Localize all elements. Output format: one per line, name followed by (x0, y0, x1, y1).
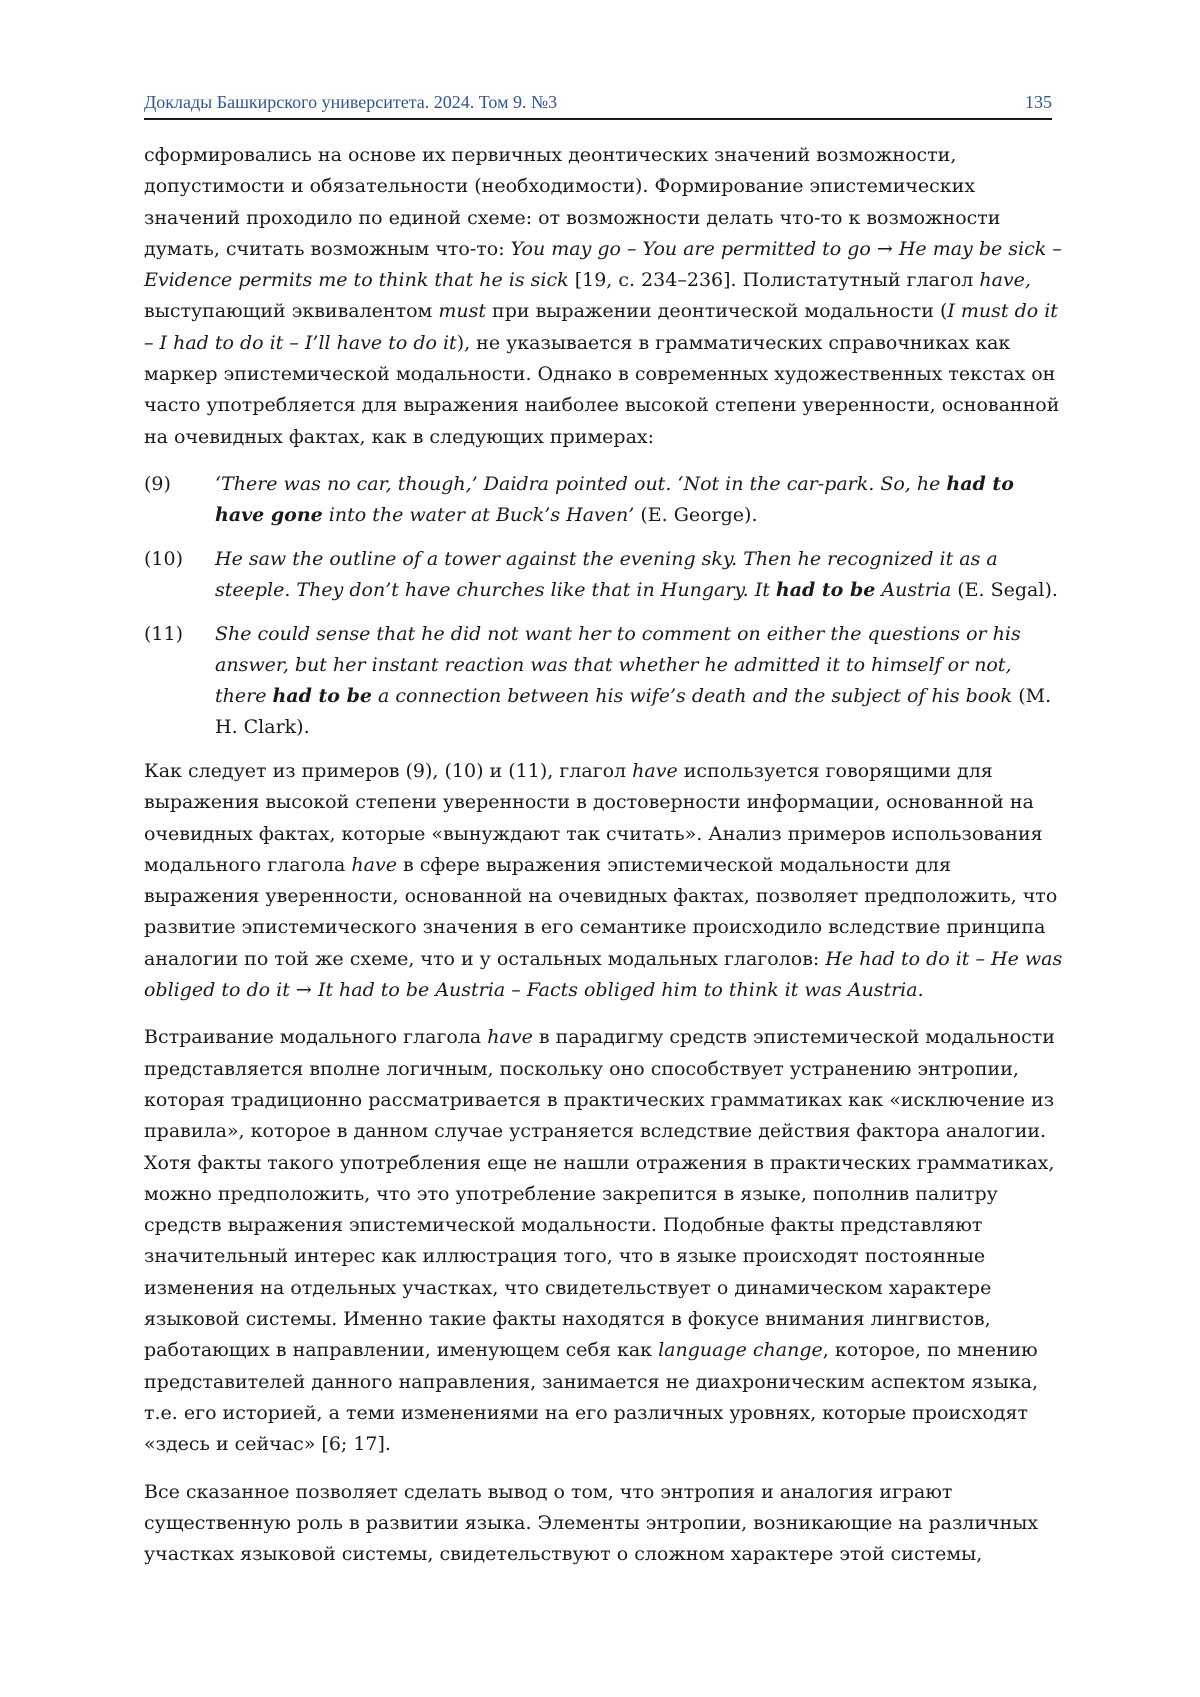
italic-run: He had to do it – He was obliged to do it → It had to be Austria – Facts obliged him to think it was Austria. (144, 947, 1063, 1002)
example-number: (10) (144, 547, 184, 570)
text-run: в парадигму средств эпистемической модальности представляется вполне логичным, поскольку оно способствует устранению энтропии, которая традиционно рассматривается в практических грамматиках как «исключение из правила», которое в данном случае устраняется вследствие действия фактора аналогии. Хотя факты такого употребления еще не нашли отражения в практических грамматиках, можно предположить, что это употребление закрепится в языке, пополнив палитру средств выражения эпистемической модальности. Подобные факты представляют значительный интерес как иллюстрация того, что в языке происходят постоянные изменения на отдельных участках, что свидетельствует о динамическом характере языковой системы. Именно такие факты находятся в фокусе внимания лингвистов, работающих в направлении, именующем себя как (144, 1026, 1055, 1362)
text-run: ), не указывается в грамматических справочниках как маркер эпистемической модальности. Однако в современных художественных текстах он часто употребляется для выражения наиболее высокой степени уверенности, основанной на очевидных фактах, как в следующих примерах: (144, 331, 1060, 448)
text-run: Все сказанное позволяет сделать вывод о том, что энтропия и аналогия играют существенную роль в развитии языка. Элементы энтропии, возникающие на различных участках языковой системы, свидетельствуют о сложном характере этой системы, (144, 1480, 1039, 1566)
paragraphs-after-examples (144, 756, 1064, 1570)
example-text (215, 619, 1064, 743)
example-number: (11) (144, 622, 184, 645)
paragraphs-before-examples (144, 140, 1064, 453)
body-paragraph (144, 1022, 1064, 1460)
italic-run: have, (979, 269, 1031, 292)
example-quote-end: into the water at Buck’s Haven’ (322, 503, 635, 526)
text-run: [19, с. 234–236]. Полистатутный глагол (568, 269, 980, 292)
body-paragraph (144, 140, 1064, 453)
example-emphasis: had to be (272, 684, 372, 707)
italic-run: have (632, 759, 678, 782)
body-paragraph (144, 1477, 1064, 1571)
journal-title: Доклады Башкирского университета. 2024. Том 9. №3 (144, 92, 558, 112)
example-source: (E. Segal). (951, 578, 1058, 601)
text-run: , которое, по мнению представителей данного направления, занимается не диахроническим аспектом языка, т.е. его историей, а теми изменениями на его различных уровнях, которые происходят «здесь и сейчас» [6; 17]. (144, 1339, 1039, 1456)
example-source: (E. George). (634, 503, 758, 526)
running-header (144, 92, 1052, 120)
italic-run: language change (658, 1339, 823, 1362)
example-emphasis: had to have gone (215, 472, 1014, 526)
example-quote: She could sense that he did not want her to comment on either the questions or his answer, but her instant reaction was that whether he admitted it to himself or not, there (215, 622, 1021, 707)
examples-list (144, 469, 1064, 743)
text-run: в сфере выражения эпистемической модальности для выражения уверенности, основанной на очевидных фактах, позволяет предположить, что развитие эпистемического значения в его семантике происходило вследствие принципа аналогии по той же схеме, что и у остальных модальных глаголов: (144, 853, 1058, 970)
example-emphasis: had to be (775, 578, 876, 601)
example-quote: ‘There was no car, though,’ Daidra pointed out. ‘Not in the car-park. So, he (215, 472, 947, 495)
italic-run: I must do it – I had to do it – I’ll have to do it (144, 300, 1058, 354)
body-paragraph (144, 756, 1064, 1006)
text-run: сформировались на основе их первичных деонтических значений возможности, допустимости и обязательности (необходимости). Формирование эпистемических значений проходило по единой схеме: от возможности делать что-то к возможности думать, считать возможным что-то: (144, 144, 1001, 260)
text-run: при выражении деонтической модальности ( (486, 300, 948, 323)
italic-run: must (438, 300, 487, 323)
page-number: 135 (1025, 92, 1052, 112)
text-run: Как следует из примеров (9), (10) и (11), глагол (144, 759, 633, 782)
example-quote-end: a connection between his wife’s death and the subject of his book (371, 684, 1013, 707)
italic-run: You may go – You are permitted to go → He may be sick – Evidence permits me to think that he is sick (144, 237, 1062, 292)
example-item (144, 619, 1064, 743)
italic-run: have (487, 1026, 533, 1049)
text-run: выступающий эквивалентом (144, 300, 439, 323)
text-run: используется говорящими для выражения высокой степени уверенности в достоверности информации, основанной на очевидных фактах, которые «вынуждают так считать». Анализ примеров использования модального глагола (144, 759, 1043, 876)
example-text (215, 469, 1064, 531)
italic-run: have (351, 853, 397, 876)
text-run: Встраивание модального глагола (144, 1026, 488, 1049)
example-number: (9) (144, 472, 171, 495)
example-item (144, 544, 1064, 606)
article-body (144, 140, 1064, 1586)
example-quote: He saw the outline of a tower against the evening sky. Then he recognized it as a steeple. They don’t have churches like that in Hungary. It (215, 547, 998, 601)
example-text (215, 544, 1064, 606)
example-quote-end: Austria (875, 578, 952, 601)
example-source: (M. H. Clark). (215, 684, 1052, 738)
example-item (144, 469, 1064, 531)
